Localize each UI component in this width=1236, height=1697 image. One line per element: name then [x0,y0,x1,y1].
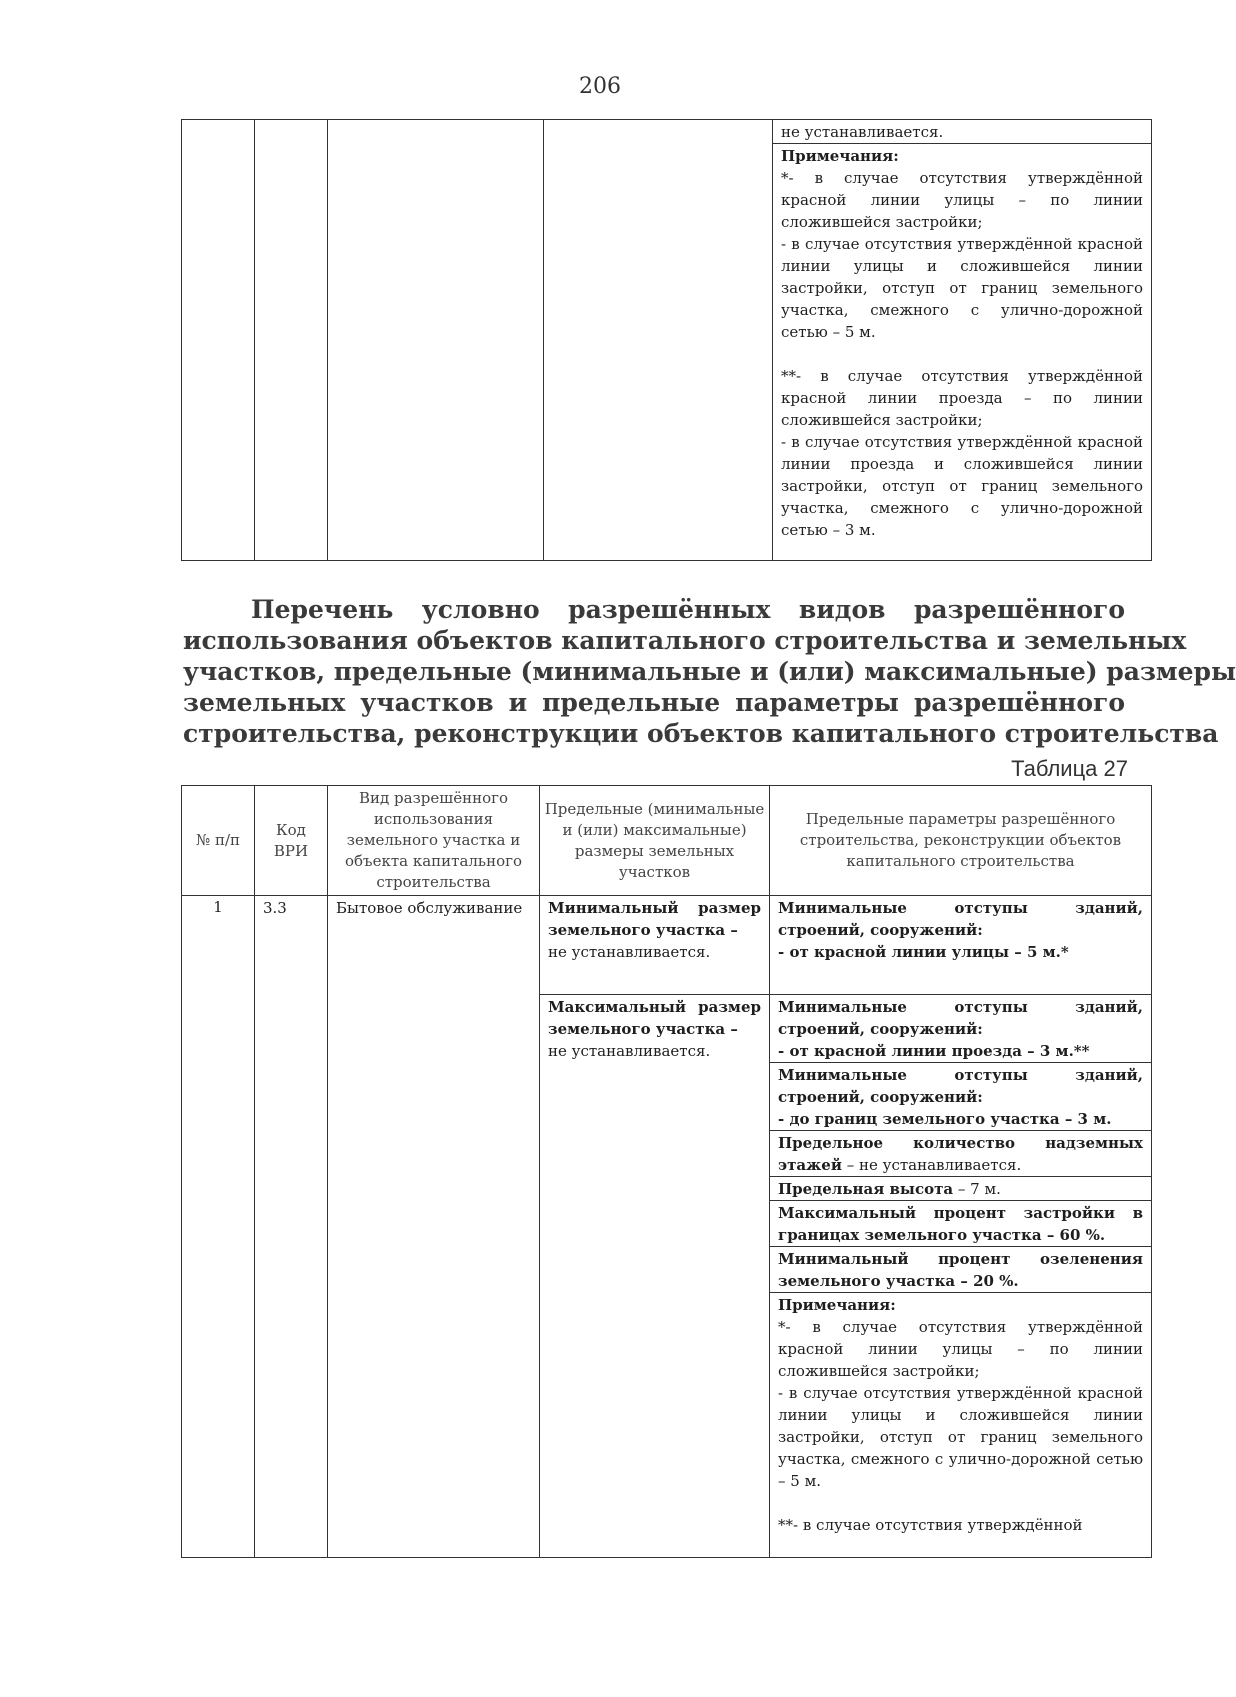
header-sizes: Предельные (минимальные и (или) максимальные) размеры земельных участков [540,786,770,896]
param-label: Минимальные отступы зданий, строений, сооружений: [778,1066,1143,1106]
size-min-cell [540,896,769,995]
page-number: 206 [579,74,621,99]
notes-column [773,120,1152,561]
param-cell [770,1063,1151,1131]
note-paragraph: - в случае отсутствия утверждённой красной линии улицы и сложившейся линии застройки, отступ от границ земельного участка, смежного с улично-дорожной сетью – 5 м. [778,1384,1143,1490]
row-code: 3.3 [255,896,328,1558]
notes-cell [770,1293,1151,1536]
note-paragraph: *- в случае отсутствия утверждённой красной линии улицы – по линии сложившейся застройки; [778,1318,1143,1380]
header-params: Предельные параметры разрешённого строительства, реконструкции объектов капитального строительства [770,786,1152,896]
params-column [770,896,1152,1558]
empty-cell [328,120,544,561]
size-min-value: не устанавливается. [548,943,711,961]
param-label: Минимальные отступы зданий, строений, сооружений: [778,998,1143,1038]
empty-cell [255,120,328,561]
title-line: Перечень условно разрешённых видов разрешённого [251,595,1125,624]
param-cell [770,1177,1151,1201]
param-value: – 20 %. [955,1272,1019,1290]
notes-cell [773,144,1151,541]
param-cell [770,1201,1151,1247]
size-max-value: не устанавливается. [548,1042,711,1060]
note-paragraph: **- в случае отсутствия утверждённой красной линии проезда – по линии сложившейся застройки; [781,367,1143,429]
header-row [182,786,1152,896]
param-label: Минимальные отступы зданий, строений, сооружений: [778,899,1143,939]
table-row [182,896,1152,1558]
param-cell [770,1247,1151,1293]
header-code: Код ВРИ [255,786,328,896]
row-kind: Бытовое обслуживание [328,896,540,1558]
param-value: - от красной линии проезда – 3 м.** [778,1042,1090,1060]
size-max-label: Максимальный размер земельного участка – [548,998,761,1038]
size-min-label: Минимальный размер земельного участка – [548,899,761,939]
size-value-cell: не устанавливается. [773,120,1151,144]
header-kind: Вид разрешённого использования земельного участка и объекта капитального строительства [328,786,540,896]
param-cell [770,896,1151,995]
note-paragraph: - в случае отсутствия утверждённой красной линии проезда и сложившейся линии застройки, отступ от границ земельного участка, смежного с улично-дорожной сетью – 3 м. [781,433,1143,539]
section-title [183,594,1236,749]
regulations-table [181,785,1152,1558]
param-label: Максимальный процент застройки в границах земельного участка [778,1204,1143,1244]
param-label: Предельная высота [778,1180,954,1198]
param-value: – 7 м. [953,1180,1001,1198]
param-value: - до границ земельного участка – 3 м. [778,1110,1112,1128]
continued-table [181,119,1152,561]
param-cell [770,1131,1151,1177]
empty-cell [182,120,255,561]
title-line: строительства, реконструкции объектов капитального строительства [183,719,1219,748]
param-value: – 60 %. [1041,1226,1106,1244]
notes-title: Примечания: [778,1296,896,1314]
param-label: Минимальный процент озеленения земельного участка [778,1250,1143,1290]
note-paragraph: *- в случае отсутствия утверждённой красной линии улицы – по линии сложившейся застройки; [781,169,1143,231]
note-paragraph: **- в случае отсутствия утверждённой [778,1516,1083,1534]
sizes-column [540,896,770,1558]
note-paragraph: - в случае отсутствия утверждённой красной линии улицы и сложившейся линии застройки, отступ от границ земельного участка, смежного с улично-дорожной сетью – 5 м. [781,235,1143,341]
title-line: участков, предельные (минимальные и (или) максимальные) размеры [183,657,1236,686]
title-line: использования объектов капитального строительства и земельных [183,626,1187,655]
header-num: № п/п [182,786,255,896]
row-num: 1 [182,896,255,1558]
param-value: – не устанавливается. [841,1156,1022,1174]
param-cell [770,995,1151,1063]
empty-cell [544,120,773,561]
notes-title: Примечания: [781,147,899,165]
table-caption: Таблица 27 [1011,756,1128,781]
param-label: Предельное количество надземных этажей [778,1134,1143,1174]
size-max-cell [540,995,769,1062]
param-value: - от красной линии улицы – 5 м.* [778,943,1069,961]
title-line: земельных участков и предельные параметры разрешённого [183,688,1125,717]
